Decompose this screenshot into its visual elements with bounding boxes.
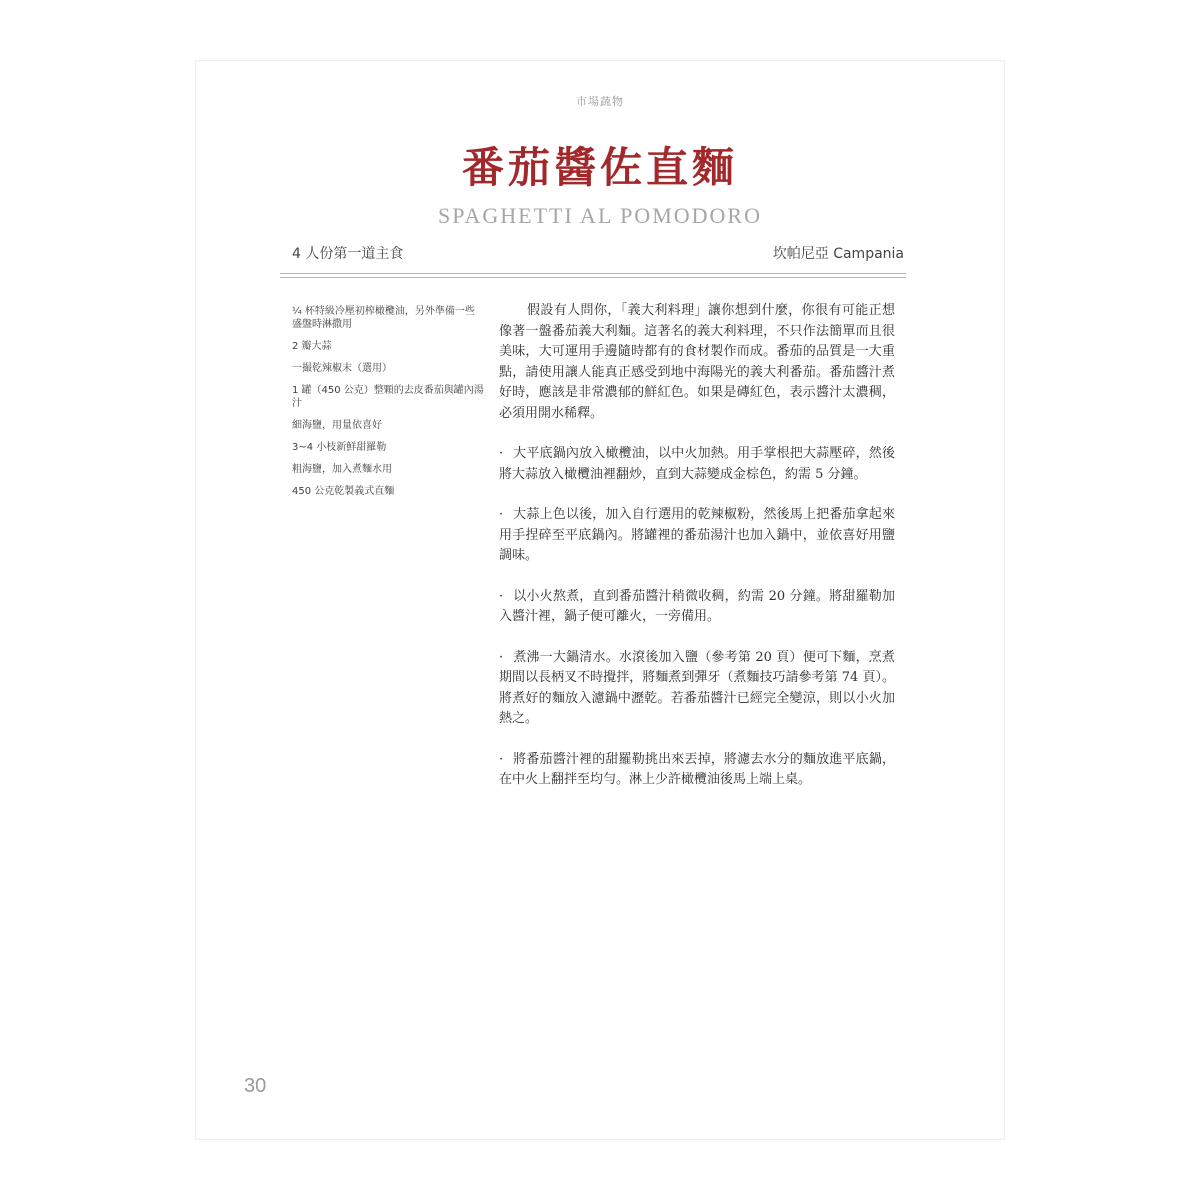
step-bullet: · [499, 507, 504, 522]
double-rule-divider [280, 273, 906, 278]
ingredient-item: 1 罐（450 公克）整顆的去皮番茄與罐內湯汁 [292, 385, 484, 409]
step-paragraph [499, 750, 895, 791]
ingredient-item: 3~4 小枝新鮮甜羅勒 [292, 442, 387, 453]
step-paragraph [499, 587, 895, 628]
running-head: 市場蔬物 [576, 95, 624, 108]
region-label: 坎帕尼亞 Campania [772, 246, 904, 262]
step-text: 大平底鍋內放入橄欖油，以中火加熱。用手掌根把大蒜壓碎，然後將大蒜放入橄欖油裡翻炒，直到大蒜變成金棕色，約需 5 分鐘。 [499, 446, 895, 482]
step-bullet: · [499, 446, 504, 461]
recipe-meta-row [292, 243, 904, 267]
ingredient-item: 450 公克乾製義式直麵 [292, 486, 395, 497]
step-text: 將番茄醬汁裡的甜羅勒挑出來丟掉，將濾去水分的麵放進平底鍋，在中火上翻拌至均勻。淋上少許橄欖油後馬上端上桌。 [499, 751, 895, 787]
step-text: 以小火熬煮，直到番茄醬汁稍微收稠，約需 20 分鐘。將甜羅勒加入醬汁裡，鍋子便可離火，一旁備用。 [499, 588, 895, 624]
step-paragraph [499, 505, 895, 567]
ingredient-item: 細海鹽，用量依喜好 [292, 420, 382, 431]
recipe-body [499, 301, 895, 811]
ingredient-item: 一撮乾辣椒末（選用） [292, 363, 392, 374]
ingredient-item: 粗海鹽，加入煮麵水用 [292, 464, 392, 475]
step-text: 大蒜上色以後，加入自行選用的乾辣椒粉，然後馬上把番茄拿起來用手捏碎至平底鍋內。將罐裡的番茄湯汁也加入鍋中，並依喜好用鹽調味。 [499, 507, 895, 563]
ingredient-item: 2 瓣大蒜 [292, 341, 332, 352]
book-page [195, 60, 1005, 1140]
step-bullet: · [499, 588, 504, 604]
servings-label: 4 人份第一道主食 [292, 246, 404, 262]
step-bullet: · [499, 649, 504, 665]
step-paragraph [499, 444, 895, 485]
ingredient-item: ¼ 杯特級冷壓初榨橄欖油，另外準備一些盛盤時淋撒用 [292, 306, 475, 330]
step-text: 煮沸一大鍋清水。水滾後加入鹽（參考第 20 頁）便可下麵，烹煮期間以長柄叉不時攪拌，將麵煮到彈牙（煮麵技巧請參考第 74 頁）。將煮好的麵放入濾鍋中瀝乾。若番茄醬汁已經完全變涼，則以小火加熱之。 [499, 649, 895, 726]
ingredient-list [292, 305, 484, 507]
step-bullet: · [499, 751, 504, 767]
page-number: 30 [244, 1075, 267, 1097]
intro-paragraph: 假設有人問你，「義大利料理」讓你想到什麼，你很有可能正想像著一盤番茄義大利麵。這著名的義大利料理，不只作法簡單而且很美味，大可運用手邊隨時都有的食材製作而成。番茄的品質是一大重點，請使用讓人能真正感受到地中海陽光的義大利番茄。番茄醬汁煮好時，應該是非常濃郁的鮮紅色。如果是磚紅色，表示醬汁太濃稠，必須用開水稀釋。 [499, 303, 895, 421]
step-paragraph [499, 648, 895, 730]
recipe-title-italian: SPAGHETTI AL POMODORO [438, 203, 762, 228]
recipe-title-chinese: 番茄醬佐直麵 [461, 143, 738, 192]
